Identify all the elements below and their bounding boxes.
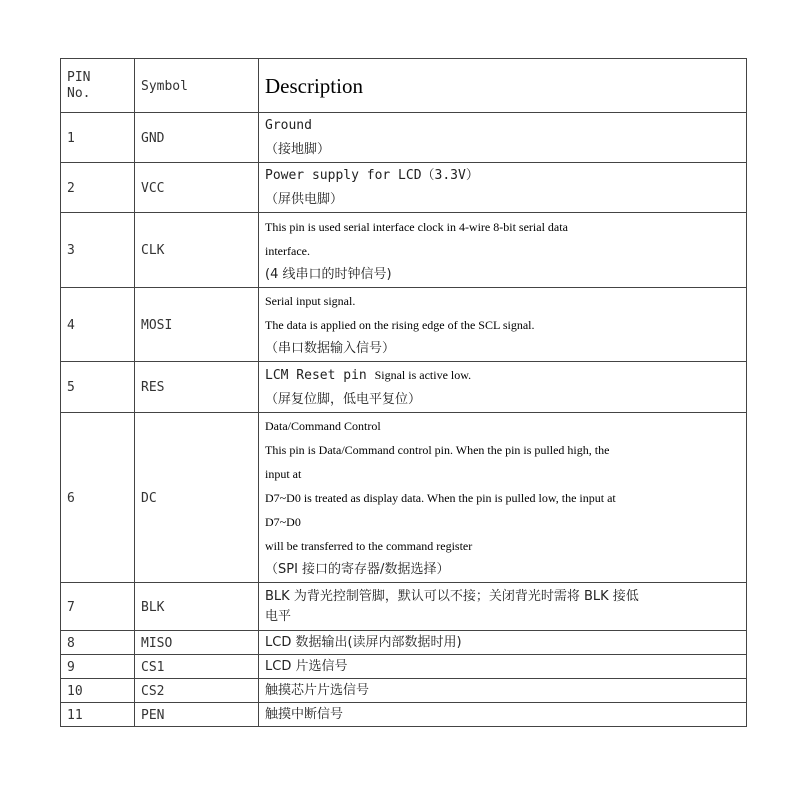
pin-number: 5 — [61, 362, 135, 413]
pin-description — [259, 583, 747, 631]
description-line: BLK 为背光控制管脚，默认可以不接；关闭背光时需将 BLK 接低 — [265, 589, 639, 604]
pin-number: 10 — [61, 679, 135, 703]
description-line: The data is applied on the rising edge of the SCL signal. — [265, 318, 535, 332]
description-line: input at — [265, 467, 302, 481]
reset-pin-label: LCM Reset pin — [265, 368, 367, 383]
description-line: （屏供电脚） — [265, 192, 344, 207]
description-line: Ground — [265, 118, 312, 133]
pin-symbol: CS2 — [135, 679, 259, 703]
table-row — [61, 163, 747, 213]
pin-description-table — [60, 58, 747, 727]
table-row — [61, 413, 747, 583]
pin-symbol: CS1 — [135, 655, 259, 679]
pin-symbol: GND — [135, 113, 259, 163]
pin-number: 4 — [61, 288, 135, 362]
description-line: （SPI 接口的寄存器/数据选择） — [265, 562, 450, 577]
header-pin-no: PIN No. — [61, 59, 135, 113]
description-line: 触摸芯片片选信号 — [265, 683, 370, 698]
description-line: （接地脚） — [265, 142, 331, 157]
pin-number: 3 — [61, 213, 135, 288]
pin-symbol: DC — [135, 413, 259, 583]
pin-number: 11 — [61, 703, 135, 727]
pin-symbol: VCC — [135, 163, 259, 213]
pin-number: 1 — [61, 113, 135, 163]
pin-description — [259, 413, 747, 583]
table-row — [61, 288, 747, 362]
pin-symbol: PEN — [135, 703, 259, 727]
table-row — [61, 213, 747, 288]
pin-symbol: MISO — [135, 631, 259, 655]
description-line: 触摸中断信号 — [265, 707, 344, 722]
pin-symbol: MOSI — [135, 288, 259, 362]
description-line: (4 线串口的时钟信号) — [265, 266, 392, 282]
pin-number: 2 — [61, 163, 135, 213]
pin-symbol: RES — [135, 362, 259, 413]
pin-description — [259, 288, 747, 362]
table-row — [61, 583, 747, 631]
description-line: will be transferred to the command register — [265, 539, 473, 553]
description-line — [265, 363, 740, 388]
description-line: （串口数据输入信号） — [265, 341, 396, 356]
table-row — [61, 362, 747, 413]
description-line: LCD 数据输出(读屏内部数据时用) — [265, 635, 462, 650]
pin-description — [259, 703, 747, 727]
description-line: 电平 — [265, 609, 292, 624]
pin-number: 9 — [61, 655, 135, 679]
table-row — [61, 703, 747, 727]
description-line: Power supply for LCD（3.3V） — [265, 168, 479, 183]
pin-description — [259, 362, 747, 413]
pin-number: 7 — [61, 583, 135, 631]
pin-description — [259, 163, 747, 213]
description-line: LCD 片选信号 — [265, 659, 348, 674]
description-line: This pin is Data/Command control pin. When the pin is pulled high, the — [265, 443, 610, 457]
description-line: （屏复位脚，低电平复位） — [265, 392, 422, 407]
table-row — [61, 113, 747, 163]
description-line: Serial input signal. — [265, 294, 356, 308]
header-description: Description — [259, 59, 747, 113]
description-line: This pin is used serial interface clock in 4-wire 8-bit serial data — [265, 219, 568, 234]
table-row — [61, 631, 747, 655]
description-line: D7~D0 — [265, 515, 301, 529]
table-header-row — [61, 59, 747, 113]
table-row — [61, 655, 747, 679]
active-low-note: Signal is active low. — [374, 368, 472, 382]
pin-description — [259, 679, 747, 703]
header-symbol: Symbol — [135, 59, 259, 113]
pin-symbol: CLK — [135, 213, 259, 288]
pin-description — [259, 655, 747, 679]
description-line: D7~D0 is treated as display data. When the pin is pulled low, the input at — [265, 491, 616, 505]
description-line: Data/Command Control — [265, 419, 381, 433]
pin-symbol: BLK — [135, 583, 259, 631]
description-line: interface. — [265, 243, 310, 258]
pin-number: 6 — [61, 413, 135, 583]
pin-number: 8 — [61, 631, 135, 655]
pin-description — [259, 213, 747, 288]
pin-description — [259, 113, 747, 163]
table-row — [61, 679, 747, 703]
pin-description — [259, 631, 747, 655]
